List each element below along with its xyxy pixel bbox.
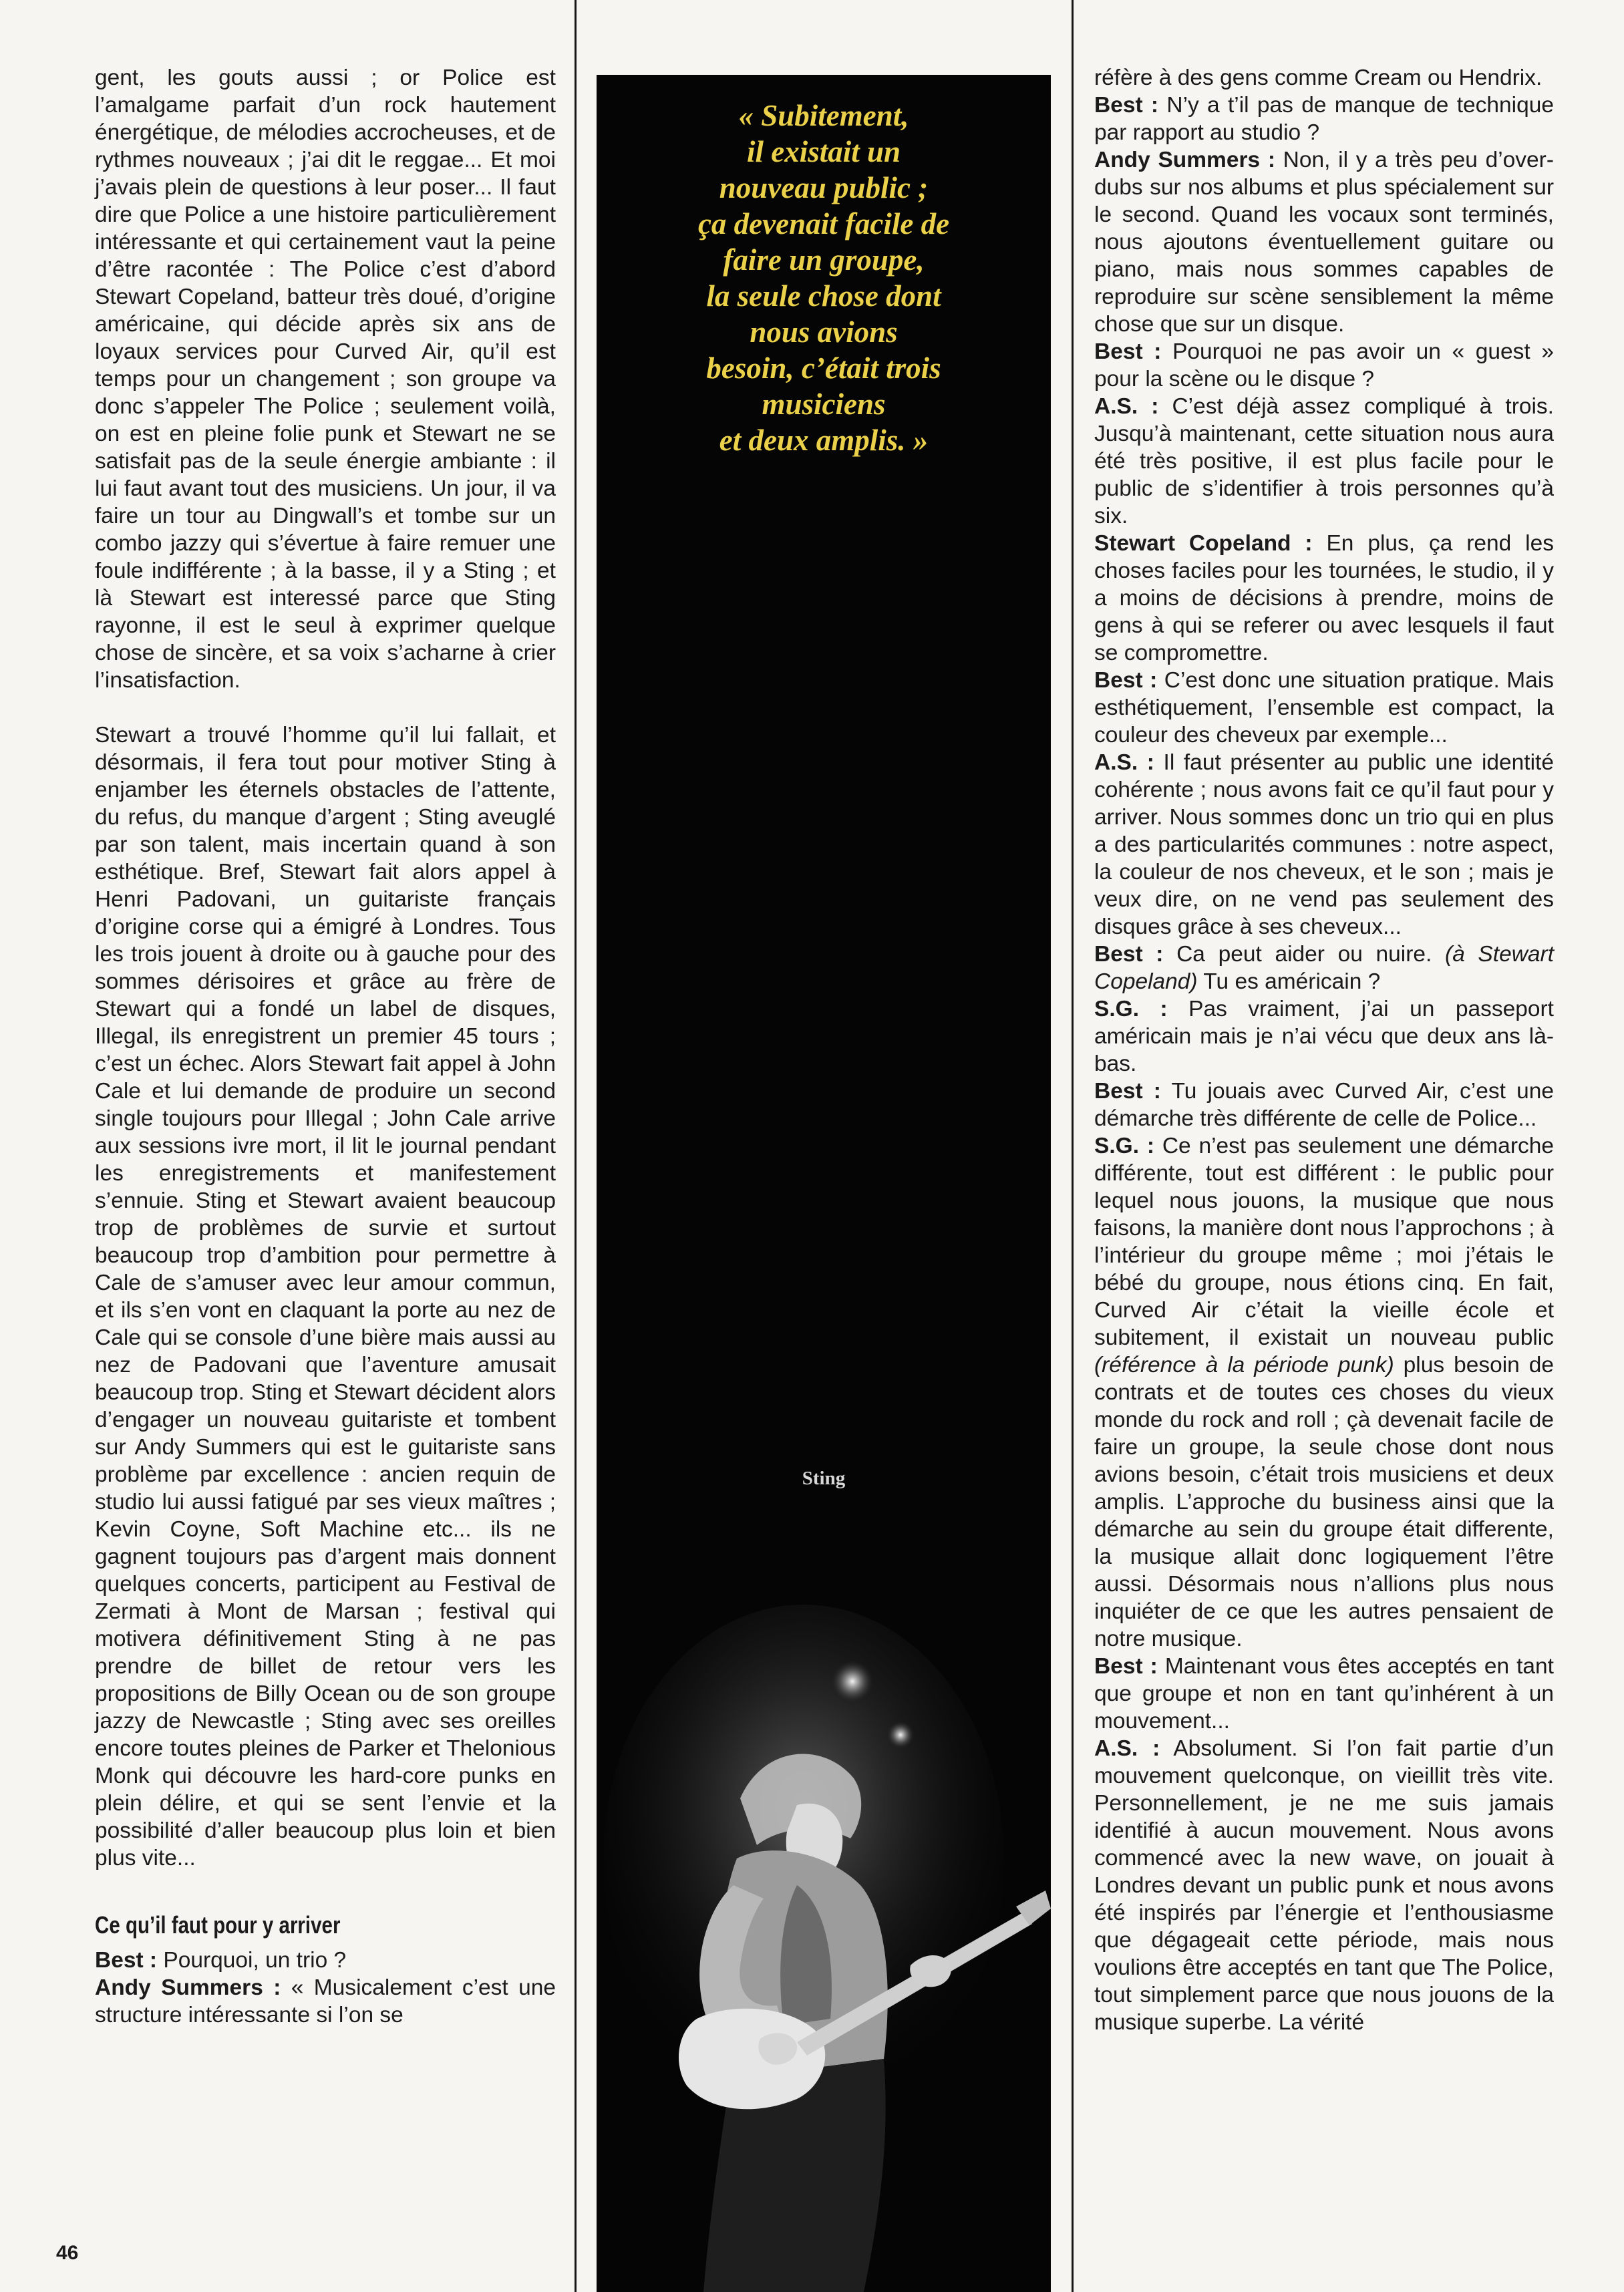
- article-paragraph: gent, les gouts aussi ; or Police est l’amalgame parfait d’un rock hautement énergétique, de mélodies accrocheuses, et de rythmes nouveaux ; j’ai dit le reggae... Et moi j’avais plein de questions à leur poser... Il faut dire que Police a une histoire particulièrement intéressante et qui certainement vaut la peine d’être racontée : The Police c’est d’abord Stewart Copeland, batteur très doué, d’origine américaine, qui décide après six ans de loyaux services pour Curved Air, qu’il est temps pour un changement ; son groupe va donc s’appeler The Police ; seulement voilà, on est en pleine folie punk et Stewart ne se satisfait pas de la seule énergie ambiante : il lui faut avant tout des musiciens. Un jour, il va faire un tour au Dingwall’s et tombe sur un combo jazzy qui s’évertue à faire remuer une foule indifférente ; à la basse, il y a Sting ; et là Stewart est interessé parce que Sting rayonne, il est le seul à exprimer quelque chose de sincère, et sa voix s’acharne à crier l’insatisfaction.: [95, 65, 556, 693]
- speaker-label: Best :: [1094, 668, 1158, 693]
- interview-text: Non, il y a très peu d’over-dubs sur nos albums et plus spécialement sur le second. Quand les vocaux sont terminés, nous ajoutons éventuellement guitare ou piano, mais nous sommes capables de reproduire sur scène sensiblement la même chose que sur un disque.: [1094, 148, 1554, 337]
- interview-aside: (référence à la période punk): [1094, 1353, 1394, 1377]
- speaker-label: Andy Summers :: [95, 1975, 281, 2000]
- interview-text: Pas vraiment, j’ai un passeport américain mais je n’ai vécu que deux ans là-bas.: [1094, 997, 1554, 1076]
- speaker-label: S.G. :: [1094, 997, 1168, 1021]
- interview-line: [1094, 146, 1554, 338]
- article-column-left: [95, 64, 556, 2029]
- interview-text: Absolument. Si l’on fait partie d’un mouvement quelconque, on vieillit très vite. Personnellement, je ne me suis jamais identifié à aucun mouvement. Nous avons commencé avec la new wave, on jouait à Londres devant un public punk et nous avons été inspirés par l’énergie et l’enthousiasme que dégageait cette période, mais nous voulions être acceptés en tant que The Police, tout simplement parce que nous jouons de la musique superbe. La vérité: [1094, 1736, 1554, 2035]
- pull-quote-line: besoin, c’était trois: [706, 351, 941, 385]
- interview-text: Ce n’est pas seulement une démarche différente, tout est différent : le public pour lequel nous jouons, la musique que nous faisons, la manière dont nous l’approchons ; à l’intérieur du groupe même ; moi j’étais le bébé du groupe, nous étions cinq. En fait, Curved Air c’était la vieille école et subitement, il existait un nouveau public: [1094, 1134, 1554, 1350]
- pull-quote-line: nous avions: [750, 315, 898, 349]
- interview-line: [1094, 530, 1554, 667]
- pull-quote-line: « Subitement,: [738, 99, 909, 132]
- pull-quote-line: faire un groupe,: [723, 243, 925, 277]
- article-paragraph: Stewart a trouvé l’homme qu’il lui fallait, et désormais, il fera tout pour motiver Sting à enjamber les éternels obstacles de l’attente, du refus, du manque d’argent ; Sting aveuglé par son talent, mais incertain quand à son esthétique. Bref, Stewart fait alors appel à Henri Padovani, un guitariste français d’origine corse qui a émigré à Londres. Tous les trois jouent à droite ou à gauche pour des sommes dérisoires et grâce au frère de Stewart qui a fondé un label de disques, Illegal, ils enregistrent un premier 45 tours ; c’est un échec. Alors Stewart fait appel à John Cale et lui demande de produire un second single toujours pour Illegal ; John Cale arrive aux sessions ivre mort, il lit le journal pendant les enregistrements et manifestement s’ennuie. Sting et Stewart avaient beaucoup trop de problèmes de survie et surtout beaucoup trop d’ambition pour permettre à Cale de s’amuser avec leur amour commun, et ils s’en vont en claquant la porte au nez de Cale qui se console d’une bière mais aussi au nez de Padovani que l’aventure amusait beaucoup trop. Sting et Stewart décident alors d’engager un nouveau guitariste et tombent sur Andy Summers qui est le guitariste sans problème par excellence : ancien requin de studio lui aussi fatigué par ses vieux maîtres ; Kevin Coyne, Soft Machine etc... ils ne gagnent toujours pas d’argent mais donnent quelques concerts, participent au Festival de Zermati à Mont de Marsan ; festival qui motivera définitivement Sting à ne pas prendre de billet de retour vers les propositions de Billy Ocean ou de son groupe jazzy de Newcastle ; Sting avec ses oreilles encore toutes pleines de Parker et Thelonious Monk qui découvre les hard-core punks en plein délire, et qui se sent l’envie et la possibilité d’aller beaucoup plus loin et bien plus vite...: [95, 723, 556, 1870]
- interview-line: [1094, 1653, 1554, 1735]
- interview-aside: (à Stewart Copeland): [1094, 942, 1555, 994]
- speaker-label: Andy Summers :: [1094, 148, 1275, 172]
- interview-text: En plus, ça rend les choses faciles pour les tournées, le studio, il y a moins de décisions à prendre, moins de gens à qui se referer ou avec lesquels il faut se compromettre.: [1094, 531, 1554, 665]
- speaker-label: S.G. :: [1094, 1134, 1154, 1158]
- photo-caption: Sting: [802, 1468, 846, 1489]
- interview-line: [1094, 667, 1554, 749]
- concert-photo: [597, 1511, 1051, 2292]
- interview-line: [1094, 941, 1554, 995]
- interview-text: Pourquoi, un trio ?: [157, 1948, 347, 1973]
- interview-text: Il faut présenter au public une identité cohérente ; nous avons fait ce qu’il faut pour y arriver. Nous sommes donc un trio qui en plus a des particularités communes : notre aspect, la couleur de nos cheveux, et le son ; mais je veux dire, on ne vend pas seulement des disques grâce à ses cheveux...: [1094, 750, 1554, 939]
- speaker-label: A.S. :: [1094, 750, 1154, 775]
- pull-quote-line: il existait un: [746, 135, 901, 168]
- interview-text: Tu es américain ?: [1197, 969, 1381, 994]
- interview-line: [95, 1947, 556, 1974]
- photo-panel: [597, 75, 1051, 2292]
- speaker-label: Stewart Copeland :: [1094, 531, 1313, 556]
- column-rule-right: [1072, 0, 1074, 2292]
- interview-text: Tu jouais avec Curved Air, c’est une démarche très différente de celle de Police...: [1094, 1079, 1554, 1131]
- speaker-label: Best :: [1094, 942, 1164, 967]
- speaker-label: Best :: [1094, 1079, 1161, 1104]
- interview-text: Maintenant vous êtes acceptés en tant que groupe et non en tant qu’inhérent à un mouvement...: [1094, 1654, 1554, 1734]
- interview-text: Ca peut aider ou nuire.: [1163, 942, 1445, 967]
- pull-quote: [597, 98, 1051, 458]
- interview-line: [1094, 995, 1554, 1078]
- speaker-label: Best :: [95, 1948, 158, 1973]
- interview-line: [1094, 1735, 1554, 2036]
- stage-spotlight: [886, 1720, 915, 1750]
- article-column-right: [1094, 64, 1554, 2036]
- interview-text: C’est donc une situation pratique. Mais esthétiquement, l’ensemble est compact, la couleur des cheveux par exemple...: [1094, 668, 1555, 748]
- pull-quote-line: musiciens: [762, 387, 886, 421]
- speaker-label: Best :: [1094, 93, 1159, 118]
- interview-text: Pourquoi ne pas avoir un « guest » pour la scène ou le disque ?: [1094, 339, 1555, 391]
- interview-text: plus besoin de contrats et de toutes ces choses du vieux monde du rock and roll ; çà devenait facile de faire un groupe, la seule chose dont nous avions besoin, c’était trois musiciens et deux amplis. L’approche du business ainsi que la démarche au sein du groupe était differente, la musique allait donc logiquement l’être aussi. Désormais nous n’allions plus nous inquiéter de ce que les autres pensaient de notre musique.: [1094, 1353, 1555, 1651]
- pull-quote-line: et deux amplis. »: [719, 424, 929, 457]
- interview-line: [1094, 749, 1554, 941]
- speaker-label: A.S. :: [1094, 1736, 1160, 1761]
- interview-line: [1094, 64, 1554, 92]
- interview-line: [1094, 1078, 1554, 1132]
- interview-line: [1094, 1132, 1554, 1653]
- section-subheading: Ce qu’il faut pour y arriver: [95, 1911, 341, 1939]
- interview-text: N’y a t’il pas de manque de technique par rapport au studio ?: [1094, 93, 1555, 145]
- page-number: 46: [56, 2242, 79, 2264]
- pull-quote-line: nouveau public ;: [719, 171, 929, 204]
- stage-spotlight: [830, 1659, 875, 1704]
- interview-text: « Musicalement c’est une structure intéressante si l’on se: [95, 1975, 556, 2027]
- bass-guitar-body: [679, 2009, 825, 2110]
- speaker-label: A.S. :: [1094, 394, 1159, 419]
- pull-quote-line: ça devenait facile de: [697, 207, 950, 240]
- interview-line: [95, 1974, 556, 2029]
- pull-quote-line: la seule chose dont: [706, 279, 941, 313]
- interview-line: [1094, 92, 1554, 146]
- interview-text: réfère à des gens comme Cream ou Hendrix.: [1094, 65, 1542, 90]
- speaker-label: Best :: [1094, 1654, 1158, 1679]
- speaker-label: Best :: [1094, 339, 1162, 364]
- interview-text: C’est déjà assez compliqué à trois. Jusqu’à maintenant, cette situation nous aura été très positive, il est plus facile pour le public de s’identifier à trois personnes qu’à six.: [1094, 394, 1554, 528]
- interview-line: [1094, 393, 1554, 530]
- column-rule-left: [575, 0, 577, 2292]
- interview-line: [1094, 338, 1554, 393]
